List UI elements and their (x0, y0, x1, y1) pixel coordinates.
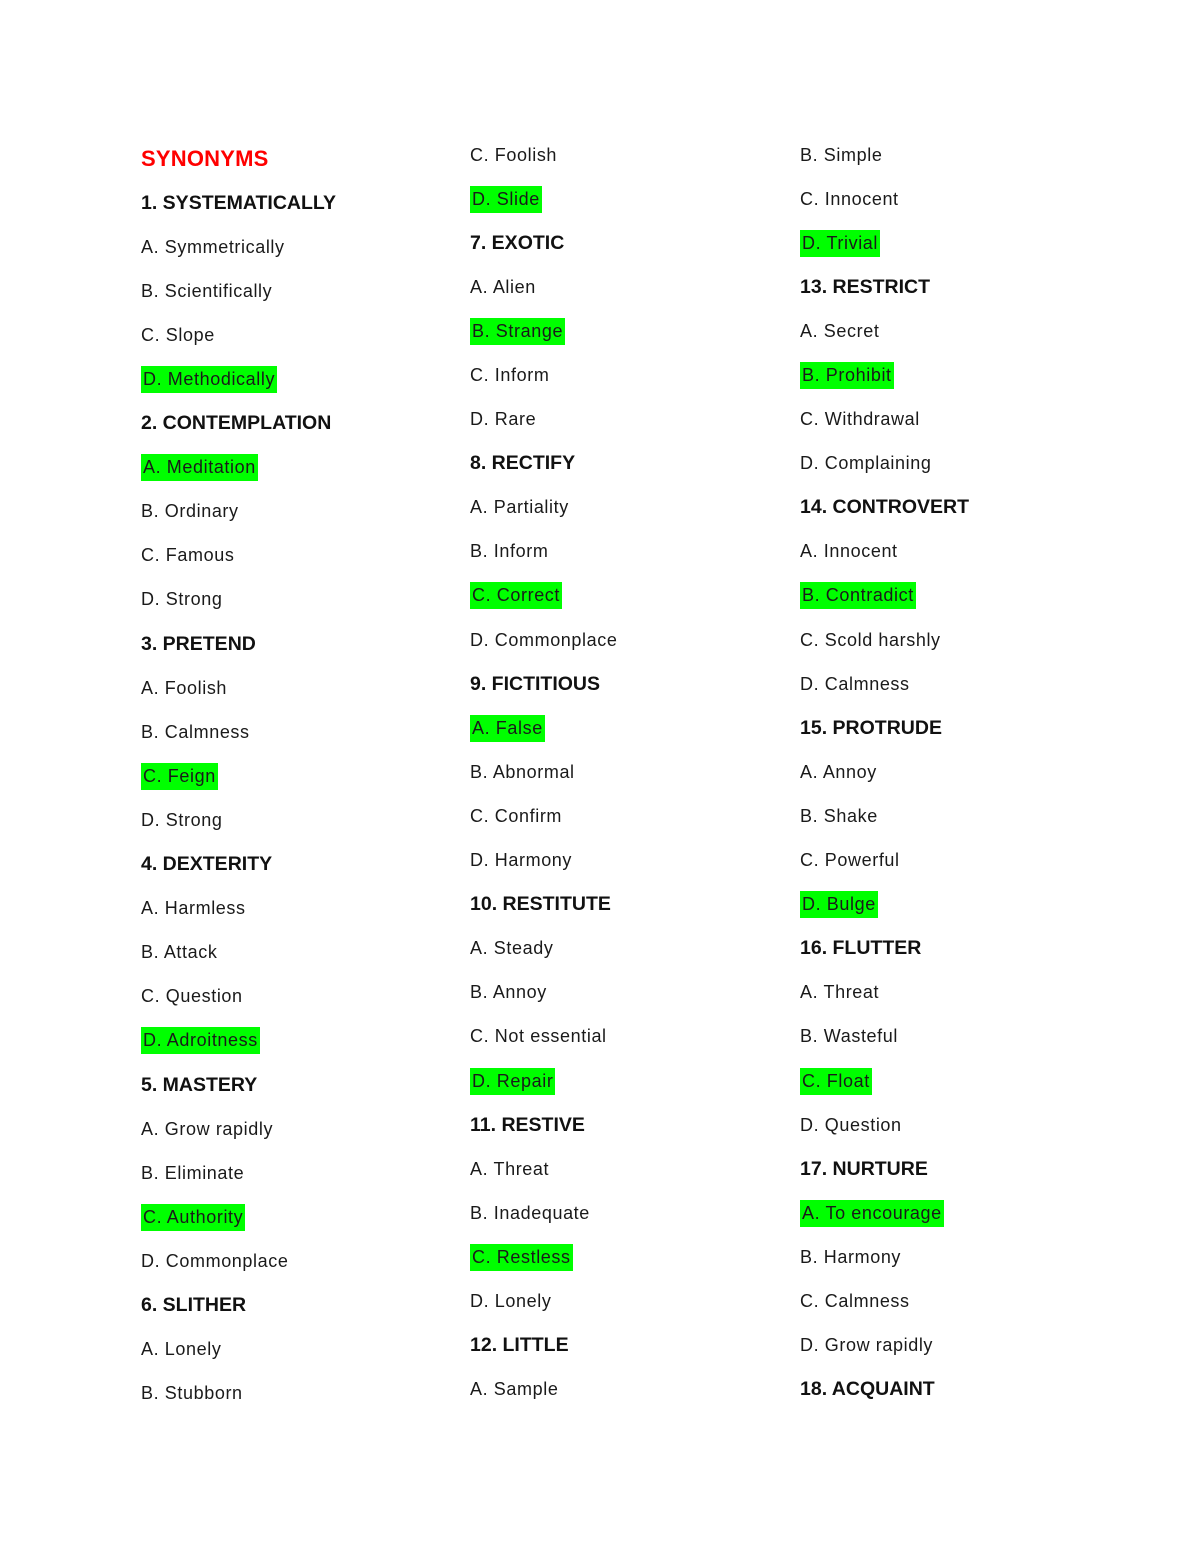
answer-option-text: B. Harmony (800, 1246, 902, 1267)
answer-option (141, 887, 461, 931)
answer-option-highlighted (141, 357, 461, 401)
answer-option-highlighted (470, 574, 790, 618)
answer-option (470, 1015, 790, 1059)
answer-option (141, 931, 461, 975)
answer-option (800, 309, 1120, 353)
answer-option (800, 1324, 1120, 1368)
answer-option-text: A. Steady (470, 938, 554, 959)
answer-option (141, 578, 461, 622)
question-heading (141, 843, 461, 887)
answer-option-highlighted-text: D. Slide (470, 186, 542, 213)
answer-option-highlighted-text: A. Meditation (141, 454, 258, 481)
answer-option (800, 442, 1120, 486)
answer-option-text: B. Calmness (141, 721, 250, 742)
answer-option-highlighted-text: D. Bulge (800, 891, 878, 918)
question-heading-text: 9. FICTITIOUS (470, 672, 601, 695)
answer-option-text: B. Shake (800, 805, 878, 826)
question-heading (141, 181, 461, 225)
answer-option (800, 618, 1120, 662)
answer-option (141, 1107, 461, 1151)
answer-option-text: C. Question (141, 986, 243, 1007)
answer-option (470, 486, 790, 530)
answer-option (470, 1147, 790, 1191)
answer-option (141, 1328, 461, 1372)
answer-option-highlighted (470, 1059, 790, 1103)
question-heading (470, 883, 790, 927)
answer-option-text: B. Inform (470, 541, 549, 562)
answer-option (800, 1235, 1120, 1279)
answer-option (800, 750, 1120, 794)
question-heading-text: 10. RESTITUTE (470, 893, 611, 916)
answer-option (800, 839, 1120, 883)
answer-option (800, 1103, 1120, 1147)
question-heading (470, 221, 790, 265)
answer-option-text: C. Innocent (800, 188, 899, 209)
answer-option (470, 839, 790, 883)
answer-option (800, 971, 1120, 1015)
question-heading-text: 7. EXOTIC (470, 231, 565, 254)
question-heading-text: 17. NURTURE (800, 1157, 928, 1180)
answer-option (800, 133, 1120, 177)
answer-option-text: D. Calmness (800, 673, 910, 694)
question-heading (470, 662, 790, 706)
answer-option-text: B. Eliminate (141, 1162, 245, 1183)
question-heading-text: 6. SLITHER (141, 1293, 247, 1316)
question-heading-text: 14. CONTROVERT (800, 496, 970, 519)
answer-option-text: D. Question (800, 1114, 902, 1135)
answer-option-text: B. Stubborn (141, 1383, 243, 1404)
answer-option (470, 398, 790, 442)
answer-option (470, 353, 790, 397)
answer-option-text: C. Slope (141, 324, 215, 345)
answer-option-text: C. Calmness (800, 1290, 910, 1311)
answer-option-highlighted-text: C. Restless (470, 1244, 573, 1271)
answer-option (470, 530, 790, 574)
column-right (800, 133, 1120, 1412)
answer-option-highlighted-text: A. False (470, 715, 545, 742)
answer-option-highlighted (470, 309, 790, 353)
question-heading (470, 1103, 790, 1147)
answer-option (141, 490, 461, 534)
question-heading-text: 13. RESTRICT (800, 275, 931, 298)
answer-option-text: C. Famous (141, 545, 235, 566)
answer-option-text: C. Scold harshly (800, 629, 941, 650)
answer-option-text: C. Not essential (470, 1026, 607, 1047)
answer-option-text: B. Abnormal (470, 761, 575, 782)
answer-option (800, 530, 1120, 574)
answer-option-text: D. Strong (141, 589, 223, 610)
answer-option (800, 1279, 1120, 1323)
answer-option-highlighted-text: C. Float (800, 1068, 872, 1095)
answer-option-highlighted-text: D. Adroitness (141, 1027, 260, 1054)
question-heading (800, 486, 1120, 530)
answer-option (141, 269, 461, 313)
answer-option-highlighted-text: D. Repair (470, 1068, 555, 1095)
answer-option-highlighted-text: C. Authority (141, 1204, 245, 1231)
answer-option (141, 710, 461, 754)
answer-option (470, 618, 790, 662)
question-heading (141, 1283, 461, 1327)
answer-option-highlighted (800, 1059, 1120, 1103)
answer-option-highlighted-text: A. To encourage (800, 1200, 944, 1227)
answer-option-highlighted (141, 754, 461, 798)
answer-option-text: A. Grow rapidly (141, 1118, 274, 1139)
answer-option-text: A. Harmless (141, 898, 246, 919)
answer-option-highlighted (470, 706, 790, 750)
answer-option-highlighted (800, 1191, 1120, 1235)
answer-option-text: D. Strong (141, 809, 223, 830)
answer-option (800, 794, 1120, 838)
answer-option (470, 1368, 790, 1412)
answer-option (141, 225, 461, 269)
answer-option-text: B. Scientifically (141, 280, 273, 301)
answer-option (141, 313, 461, 357)
question-heading (800, 265, 1120, 309)
answer-option-text: B. Simple (800, 144, 883, 165)
answer-option-text: B. Ordinary (141, 501, 239, 522)
answer-option-text: C. Foolish (470, 144, 558, 165)
question-heading-text: 16. FLUTTER (800, 937, 922, 960)
question-heading (800, 706, 1120, 750)
question-heading (800, 1147, 1120, 1191)
answer-option-text: B. Attack (141, 942, 218, 963)
document-title-text: SYNONYMS (141, 146, 269, 172)
answer-option-highlighted (141, 1019, 461, 1063)
answer-option (470, 265, 790, 309)
answer-option (800, 662, 1120, 706)
question-heading-text: 12. LITTLE (470, 1334, 569, 1357)
answer-option (470, 1279, 790, 1323)
answer-option-text: D. Lonely (470, 1290, 552, 1311)
answer-option (470, 1191, 790, 1235)
document-title (141, 137, 461, 181)
answer-option-text: C. Withdrawal (800, 409, 920, 430)
answer-option-text: A. Alien (470, 276, 536, 297)
answer-option (800, 398, 1120, 442)
answer-option-highlighted (470, 177, 790, 221)
answer-option-highlighted-text: B. Prohibit (800, 362, 894, 389)
answer-option-text: C. Inform (470, 365, 550, 386)
answer-option-text: A. Partiality (470, 497, 569, 518)
answer-option-text: A. Annoy (800, 761, 877, 782)
answer-option (470, 927, 790, 971)
answer-option-text: A. Secret (800, 320, 880, 341)
answer-option-text: B. Wasteful (800, 1026, 898, 1047)
question-heading (141, 622, 461, 666)
answer-option (141, 666, 461, 710)
answer-option (141, 1239, 461, 1283)
answer-option-highlighted (800, 353, 1120, 397)
answer-option (141, 534, 461, 578)
answer-option-text: A. Lonely (141, 1339, 222, 1360)
question-heading-text: 15. PROTRUDE (800, 716, 942, 739)
answer-option-text: A. Threat (800, 982, 880, 1003)
answer-option (141, 798, 461, 842)
answer-option-text: D. Grow rapidly (800, 1335, 934, 1356)
answer-option (141, 1372, 461, 1416)
question-heading-text: 2. CONTEMPLATION (141, 412, 332, 435)
question-heading-text: 4. DEXTERITY (141, 853, 273, 876)
question-heading-text: 3. PRETEND (141, 632, 256, 655)
answer-option-text: A. Symmetrically (141, 236, 285, 257)
question-heading (470, 1324, 790, 1368)
answer-option (470, 133, 790, 177)
answer-option-highlighted-text: B. Contradict (800, 582, 916, 609)
answer-option-highlighted-text: B. Strange (470, 318, 565, 345)
answer-option-highlighted (800, 574, 1120, 618)
question-heading (800, 927, 1120, 971)
answer-option-highlighted (800, 221, 1120, 265)
answer-option-highlighted-text: C. Correct (470, 582, 562, 609)
answer-option-highlighted-text: D. Methodically (141, 366, 277, 393)
answer-option-text: D. Commonplace (470, 629, 618, 650)
answer-option-text: A. Threat (470, 1158, 550, 1179)
question-heading (141, 1063, 461, 1107)
answer-option-text: C. Confirm (470, 805, 563, 826)
question-heading (470, 442, 790, 486)
answer-option-text: B. Annoy (470, 982, 547, 1003)
answer-option-text: A. Foolish (141, 677, 228, 698)
answer-option-text: A. Innocent (800, 541, 898, 562)
question-heading-text: 5. MASTERY (141, 1073, 258, 1096)
answer-option-text: D. Harmony (470, 850, 573, 871)
answer-option-text: B. Inadequate (470, 1202, 590, 1223)
answer-option-highlighted-text: D. Trivial (800, 230, 880, 257)
answer-option-text: D. Commonplace (141, 1250, 289, 1271)
answer-option-text: D. Rare (470, 409, 537, 430)
answer-option-highlighted (141, 446, 461, 490)
answer-option (470, 794, 790, 838)
column-left (141, 137, 461, 1416)
answer-option-text: D. Complaining (800, 453, 932, 474)
answer-option-highlighted (800, 883, 1120, 927)
answer-option (800, 1015, 1120, 1059)
answer-option (470, 971, 790, 1015)
answer-option-highlighted (470, 1235, 790, 1279)
column-middle (470, 133, 790, 1412)
answer-option (141, 975, 461, 1019)
question-heading-text: 1. SYSTEMATICALLY (141, 191, 337, 214)
answer-option-highlighted (141, 1195, 461, 1239)
answer-option (800, 177, 1120, 221)
question-heading-text: 18. ACQUAINT (800, 1378, 935, 1401)
question-heading (800, 1368, 1120, 1412)
answer-option (141, 1151, 461, 1195)
question-heading-text: 11. RESTIVE (470, 1113, 585, 1136)
answer-option-text: C. Powerful (800, 850, 900, 871)
answer-option (470, 750, 790, 794)
answer-option-text: A. Sample (470, 1379, 559, 1400)
answer-option-highlighted-text: C. Feign (141, 763, 218, 790)
question-heading-text: 8. RECTIFY (470, 452, 576, 475)
question-heading (141, 402, 461, 446)
